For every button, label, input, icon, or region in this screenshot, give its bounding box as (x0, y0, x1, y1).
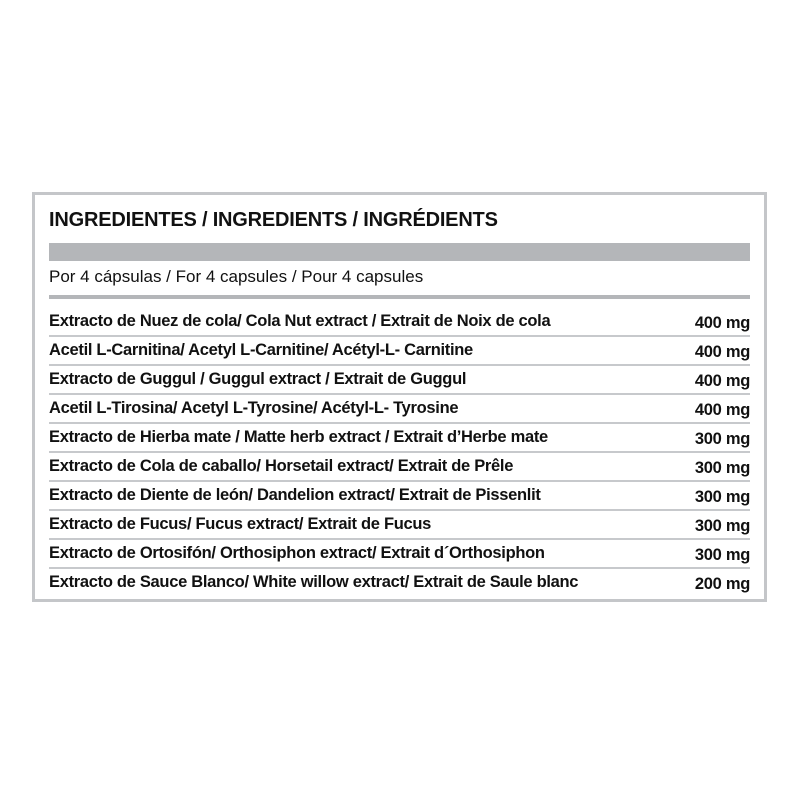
ingredient-name: Acetil L-Tirosina/ Acetyl L-Tyrosine/ Acétyl-L- Tyrosine (49, 399, 459, 417)
ingredient-amount: 200 mg (694, 575, 750, 593)
row-divider (49, 335, 750, 337)
ingredients-panel (32, 192, 767, 602)
ingredient-row (49, 570, 750, 599)
ingredient-name: Extracto de Ortosifón/ Orthosiphon extract/ Extrait d´Orthosiphon (49, 544, 545, 562)
ingredient-row (49, 483, 750, 512)
header-divider-bar (49, 243, 750, 261)
ingredient-amount: 300 mg (694, 488, 750, 506)
ingredient-row (49, 512, 750, 541)
ingredient-amount: 300 mg (694, 430, 750, 448)
ingredient-row (49, 541, 750, 570)
ingredients-list (49, 309, 750, 599)
ingredient-name: Extracto de Diente de león/ Dandelion extract/ Extrait de Pissenlit (49, 486, 541, 504)
ingredient-row (49, 454, 750, 483)
ingredients-title: INGREDIENTES / INGREDIENTS / INGRÉDIENTS (49, 209, 498, 231)
ingredient-row (49, 367, 750, 396)
serving-divider-bar (49, 295, 750, 299)
row-divider (49, 509, 750, 511)
ingredient-name: Extracto de Nuez de cola/ Cola Nut extract / Extrait de Noix de cola (49, 312, 551, 330)
ingredient-row (49, 309, 750, 338)
row-divider (49, 364, 750, 366)
ingredient-row (49, 396, 750, 425)
ingredient-row (49, 338, 750, 367)
ingredient-name: Extracto de Fucus/ Fucus extract/ Extrait de Fucus (49, 515, 432, 533)
ingredient-amount: 300 mg (694, 546, 750, 564)
ingredient-amount: 400 mg (694, 314, 750, 332)
ingredient-amount: 400 mg (694, 372, 750, 390)
ingredient-amount: 400 mg (694, 343, 750, 361)
ingredient-name: Acetil L-Carnitina/ Acetyl L-Carnitine/ Acétyl-L- Carnitine (49, 341, 473, 359)
ingredient-amount: 300 mg (694, 517, 750, 535)
row-divider (49, 480, 750, 482)
ingredient-row (49, 425, 750, 454)
row-divider (49, 538, 750, 540)
ingredient-name: Extracto de Guggul / Guggul extract / Extrait de Guggul (49, 370, 467, 388)
ingredient-name: Extracto de Sauce Blanco/ White willow extract/ Extrait de Saule blanc (49, 573, 579, 591)
ingredient-amount: 400 mg (694, 401, 750, 419)
row-divider (49, 451, 750, 453)
ingredient-name: Extracto de Hierba mate / Matte herb extract / Extrait d’Herbe mate (49, 428, 548, 446)
row-divider (49, 422, 750, 424)
ingredient-amount: 300 mg (694, 459, 750, 477)
ingredient-name: Extracto de Cola de caballo/ Horsetail extract/ Extrait de Prêle (49, 457, 514, 475)
row-divider (49, 393, 750, 395)
serving-size-text: Por 4 cápsulas / For 4 capsules / Pour 4 capsules (49, 267, 424, 286)
row-divider (49, 567, 750, 569)
